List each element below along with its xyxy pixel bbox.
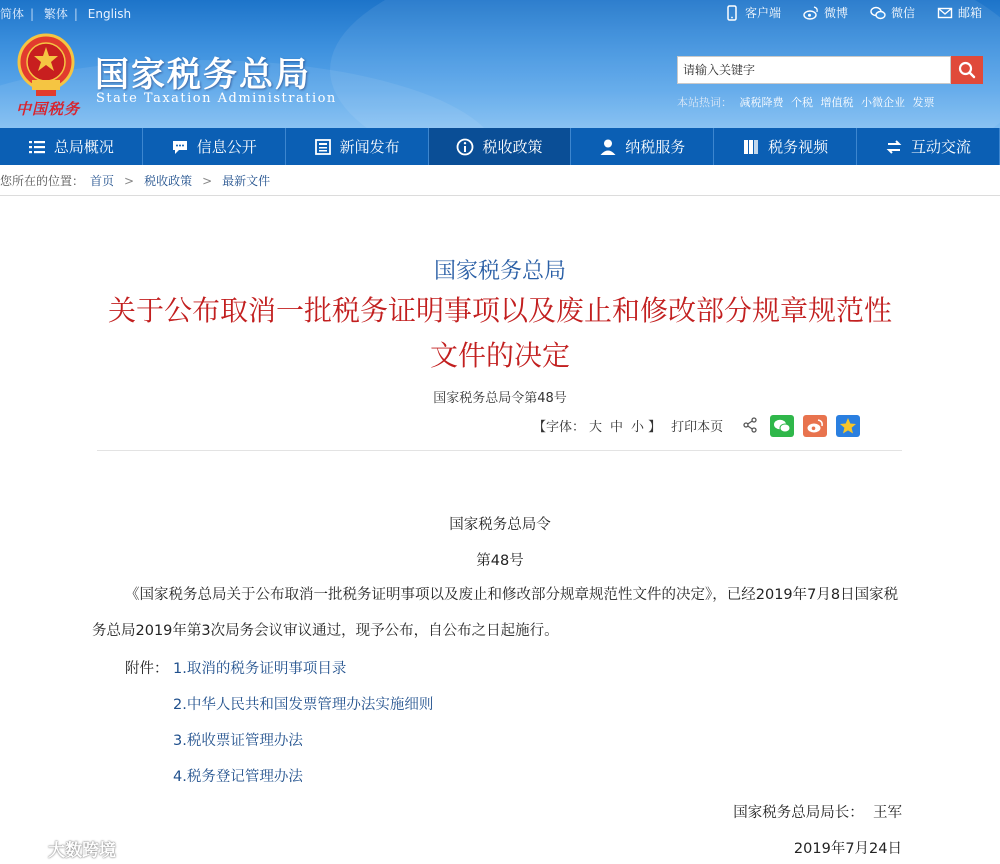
hot-keyword[interactable]: 减税降费 bbox=[739, 96, 784, 109]
lang-traditional[interactable]: 繁体 bbox=[43, 7, 68, 21]
article-org: 国家税务总局 bbox=[433, 259, 566, 284]
hot-keyword[interactable]: 发票 bbox=[912, 96, 935, 109]
order-number: 第48号 bbox=[476, 553, 524, 569]
font-medium-button[interactable]: 中 bbox=[610, 419, 624, 435]
breadcrumb-home[interactable]: 首页 bbox=[90, 174, 115, 188]
document-icon bbox=[314, 138, 332, 156]
breadcrumb-prefix: 您所在的位置： bbox=[0, 174, 85, 188]
weibo-link[interactable]: 微博 bbox=[803, 4, 848, 21]
article-doc-number: 国家税务总局令第48号 bbox=[433, 391, 567, 406]
weibo-icon bbox=[806, 418, 824, 434]
language-switcher: 简体 | 繁体 | English bbox=[0, 7, 132, 21]
lang-english[interactable]: English bbox=[87, 7, 132, 21]
signatory-title: 国家税务总局局长： bbox=[733, 805, 864, 821]
breadcrumb-latest[interactable]: 最新文件 bbox=[222, 174, 271, 188]
site-header bbox=[0, 0, 1000, 128]
email-link[interactable]: 邮箱 bbox=[937, 4, 982, 21]
order-title: 国家税务总局令 bbox=[449, 517, 551, 533]
top-links bbox=[724, 4, 982, 21]
attachment-link bbox=[173, 729, 303, 750]
info-icon bbox=[456, 138, 474, 156]
chevron-right-icon: > bbox=[124, 173, 135, 188]
hot-keywords-label: 本站热词： bbox=[677, 96, 732, 109]
signatory-name: 王军 bbox=[873, 805, 902, 821]
wechat-icon bbox=[870, 5, 886, 21]
breadcrumb-divider bbox=[0, 195, 1000, 196]
chevron-right-icon: > bbox=[202, 173, 213, 188]
attachment-link-2[interactable]: 2.中华人民共和国发票管理办法实施细则 bbox=[173, 697, 434, 713]
main-nav bbox=[0, 128, 1000, 165]
watermark-logo-icon bbox=[6, 839, 44, 859]
user-icon bbox=[599, 138, 617, 156]
font-size-close: 】 bbox=[648, 419, 662, 435]
nav-item-news[interactable]: 新闻发布 bbox=[286, 128, 429, 165]
nav-item-service[interactable]: 纳税服务 bbox=[571, 128, 714, 165]
breadcrumb-policy[interactable]: 税收政策 bbox=[144, 174, 193, 188]
share-qzone-button[interactable] bbox=[836, 415, 860, 437]
site-title[interactable]: 国家税务总局 bbox=[95, 55, 311, 95]
hot-keyword[interactable]: 增值税 bbox=[820, 96, 854, 109]
search-button[interactable] bbox=[951, 56, 983, 84]
breadcrumb bbox=[0, 172, 270, 189]
nav-item-overview[interactable]: 总局概况 bbox=[0, 128, 143, 165]
wechat-link[interactable]: 微信 bbox=[870, 4, 915, 21]
attachment-link-3[interactable]: 3.税收票证管理办法 bbox=[173, 733, 303, 749]
article-divider bbox=[97, 450, 902, 451]
attachment-link-4[interactable]: 4.税务登记管理办法 bbox=[173, 769, 303, 785]
site-subtitle: State Taxation Administration bbox=[96, 91, 337, 106]
hot-keywords bbox=[677, 94, 939, 110]
mobile-icon bbox=[724, 5, 740, 21]
tax-emblem-icon bbox=[14, 32, 78, 100]
share-icon[interactable] bbox=[742, 417, 758, 433]
nav-item-video[interactable]: 税务视频 bbox=[714, 128, 857, 165]
attachment-link bbox=[173, 693, 433, 714]
chat-icon bbox=[171, 138, 189, 156]
article-date: 2019年7月24日 bbox=[793, 841, 902, 857]
star-icon bbox=[839, 417, 857, 435]
lang-simplified[interactable]: 简体 bbox=[0, 7, 25, 21]
font-small-button[interactable]: 小 bbox=[631, 419, 645, 435]
article-paragraph: 《国家税务总局关于公布取消一批税务证明事项以及废止和修改部分规章规范性文件的决定》，已经2019年7月8日国家税务总局2019年第3次局务会议审议通过，现予公布，自公布之日起施行。 bbox=[92, 587, 899, 639]
font-size-label: 【字体： bbox=[533, 419, 586, 435]
nav-item-interact[interactable]: 互动交流 bbox=[857, 128, 1000, 165]
mail-icon bbox=[937, 5, 953, 21]
search-box bbox=[677, 56, 951, 84]
exchange-icon bbox=[885, 138, 903, 156]
attachment-label: 附件： bbox=[125, 661, 169, 677]
wechat-icon bbox=[773, 418, 791, 434]
weibo-icon bbox=[803, 5, 819, 21]
hot-keyword[interactable]: 个税 bbox=[791, 96, 813, 109]
nav-item-policy[interactable]: 税收政策 bbox=[429, 128, 572, 165]
article-toolbar bbox=[533, 411, 723, 439]
search-icon bbox=[958, 61, 976, 79]
watermark: 大数跨境 bbox=[6, 836, 116, 861]
menu-icon bbox=[28, 138, 46, 156]
china-tax-logo-text: 中国税务 bbox=[16, 100, 81, 118]
article-title: 关于公布取消一批税务证明事项以及废止和修改部分规章规范性文件的决定 bbox=[107, 294, 892, 372]
attachment-link bbox=[173, 765, 303, 786]
font-large-button[interactable]: 大 bbox=[589, 419, 603, 435]
attachment-link bbox=[173, 657, 346, 678]
print-button[interactable]: 打印本页 bbox=[671, 419, 724, 435]
search-input[interactable] bbox=[678, 57, 950, 83]
signatory bbox=[733, 801, 902, 822]
attachment-link-1[interactable]: 1.取消的税务证明事项目录 bbox=[173, 661, 347, 677]
hot-keyword[interactable]: 小微企业 bbox=[861, 96, 905, 109]
share-weibo-button[interactable] bbox=[803, 415, 827, 437]
nav-item-info[interactable]: 信息公开 bbox=[143, 128, 286, 165]
client-link[interactable]: 客户端 bbox=[724, 4, 781, 21]
video-icon bbox=[742, 138, 760, 156]
share-wechat-button[interactable] bbox=[770, 415, 794, 437]
